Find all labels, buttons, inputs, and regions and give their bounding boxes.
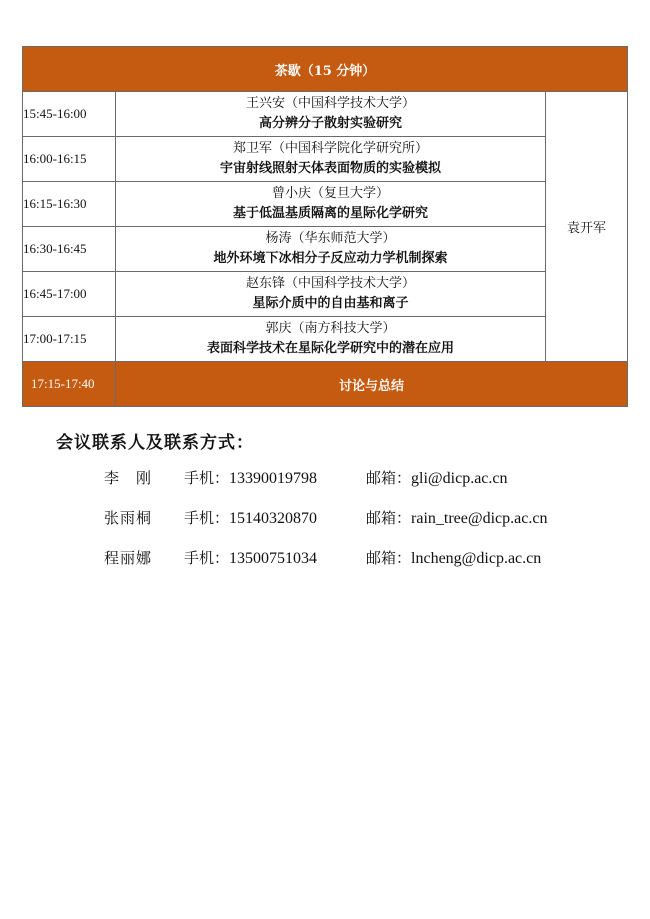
contact-phone [184, 507, 366, 528]
contact-row [56, 467, 616, 507]
talk-time: 16:30-16:45 [23, 227, 116, 272]
talk-speaker: 曾小庆（复旦大学） [271, 186, 389, 201]
email-address[interactable]: rain_tree@dicp.ac.cn [411, 510, 548, 527]
contact-email [366, 467, 508, 488]
phone-label: 手机： [184, 549, 230, 567]
email-label: 邮箱： [366, 509, 412, 527]
closing-title: 讨论与总结 [116, 362, 628, 407]
contact-name: 李 刚 [104, 469, 153, 487]
contact-name: 张雨桐 [104, 509, 153, 527]
phone-label: 手机： [184, 509, 230, 527]
table-row [23, 182, 628, 227]
phone-number: 15140320870 [229, 510, 318, 527]
talk-topic: 宇宙射线照射天体表面物质的实验模拟 [219, 161, 441, 176]
talk-topic: 基于低温基质隔离的星际化学研究 [232, 206, 428, 221]
contacts-section [56, 428, 616, 587]
table-row [23, 137, 628, 182]
contacts-heading: 会议联系人及联系方式： [56, 433, 254, 453]
email-label: 邮箱： [366, 549, 412, 567]
talk-speaker: 郑卫军（中国科学院化学研究所） [232, 141, 428, 156]
talk-speaker: 王兴安（中国科学技术大学） [245, 96, 415, 111]
table-row [23, 92, 628, 137]
phone-number: 13390019798 [229, 470, 318, 487]
closing-time: 17:15-17:40 [23, 362, 116, 407]
talk-time: 16:15-16:30 [23, 182, 116, 227]
talk-topic: 高分辨分子散射实验研究 [258, 116, 402, 131]
talk-time: 16:45-17:00 [23, 272, 116, 317]
talk-cell [116, 272, 546, 317]
phone-number: 13500751034 [229, 550, 318, 567]
contact-name: 程丽娜 [104, 549, 153, 567]
talk-topic: 地外环境下冰相分子反应动力学机制探索 [213, 251, 448, 266]
table-row [23, 272, 628, 317]
tea-break-title: 茶歇（15 分钟） [23, 47, 628, 92]
talk-cell [116, 92, 546, 137]
phone-label: 手机： [184, 469, 230, 487]
talk-time: 17:00-17:15 [23, 317, 116, 362]
talk-topic: 星际介质中的自由基和离子 [252, 296, 409, 311]
talk-cell [116, 182, 546, 227]
talk-speaker: 郭庆（南方科技大学） [265, 321, 396, 336]
talk-topic: 表面科学技术在星际化学研究中的潜在应用 [206, 341, 454, 356]
table-row [23, 227, 628, 272]
contact-email [366, 547, 541, 568]
talk-speaker: 赵东锋（中国科学技术大学） [245, 276, 415, 291]
contact-phone [184, 547, 366, 568]
table-row [23, 317, 628, 362]
email-address[interactable]: gli@dicp.ac.cn [411, 470, 508, 487]
talk-cell [116, 317, 546, 362]
talk-time: 15:45-16:00 [23, 92, 116, 137]
talk-cell [116, 137, 546, 182]
tea-break-row [23, 47, 628, 92]
schedule-table [22, 46, 628, 407]
email-address[interactable]: lncheng@dicp.ac.cn [411, 550, 542, 567]
contact-row [56, 507, 616, 547]
contact-row [56, 547, 616, 587]
talk-cell [116, 227, 546, 272]
talk-time: 16:00-16:15 [23, 137, 116, 182]
session-chair: 袁开军 [546, 92, 628, 362]
contact-phone [184, 467, 366, 488]
email-label: 邮箱： [366, 469, 412, 487]
talk-speaker: 杨涛（华东师范大学） [265, 231, 396, 246]
contact-email [366, 507, 547, 528]
closing-row [23, 362, 628, 407]
